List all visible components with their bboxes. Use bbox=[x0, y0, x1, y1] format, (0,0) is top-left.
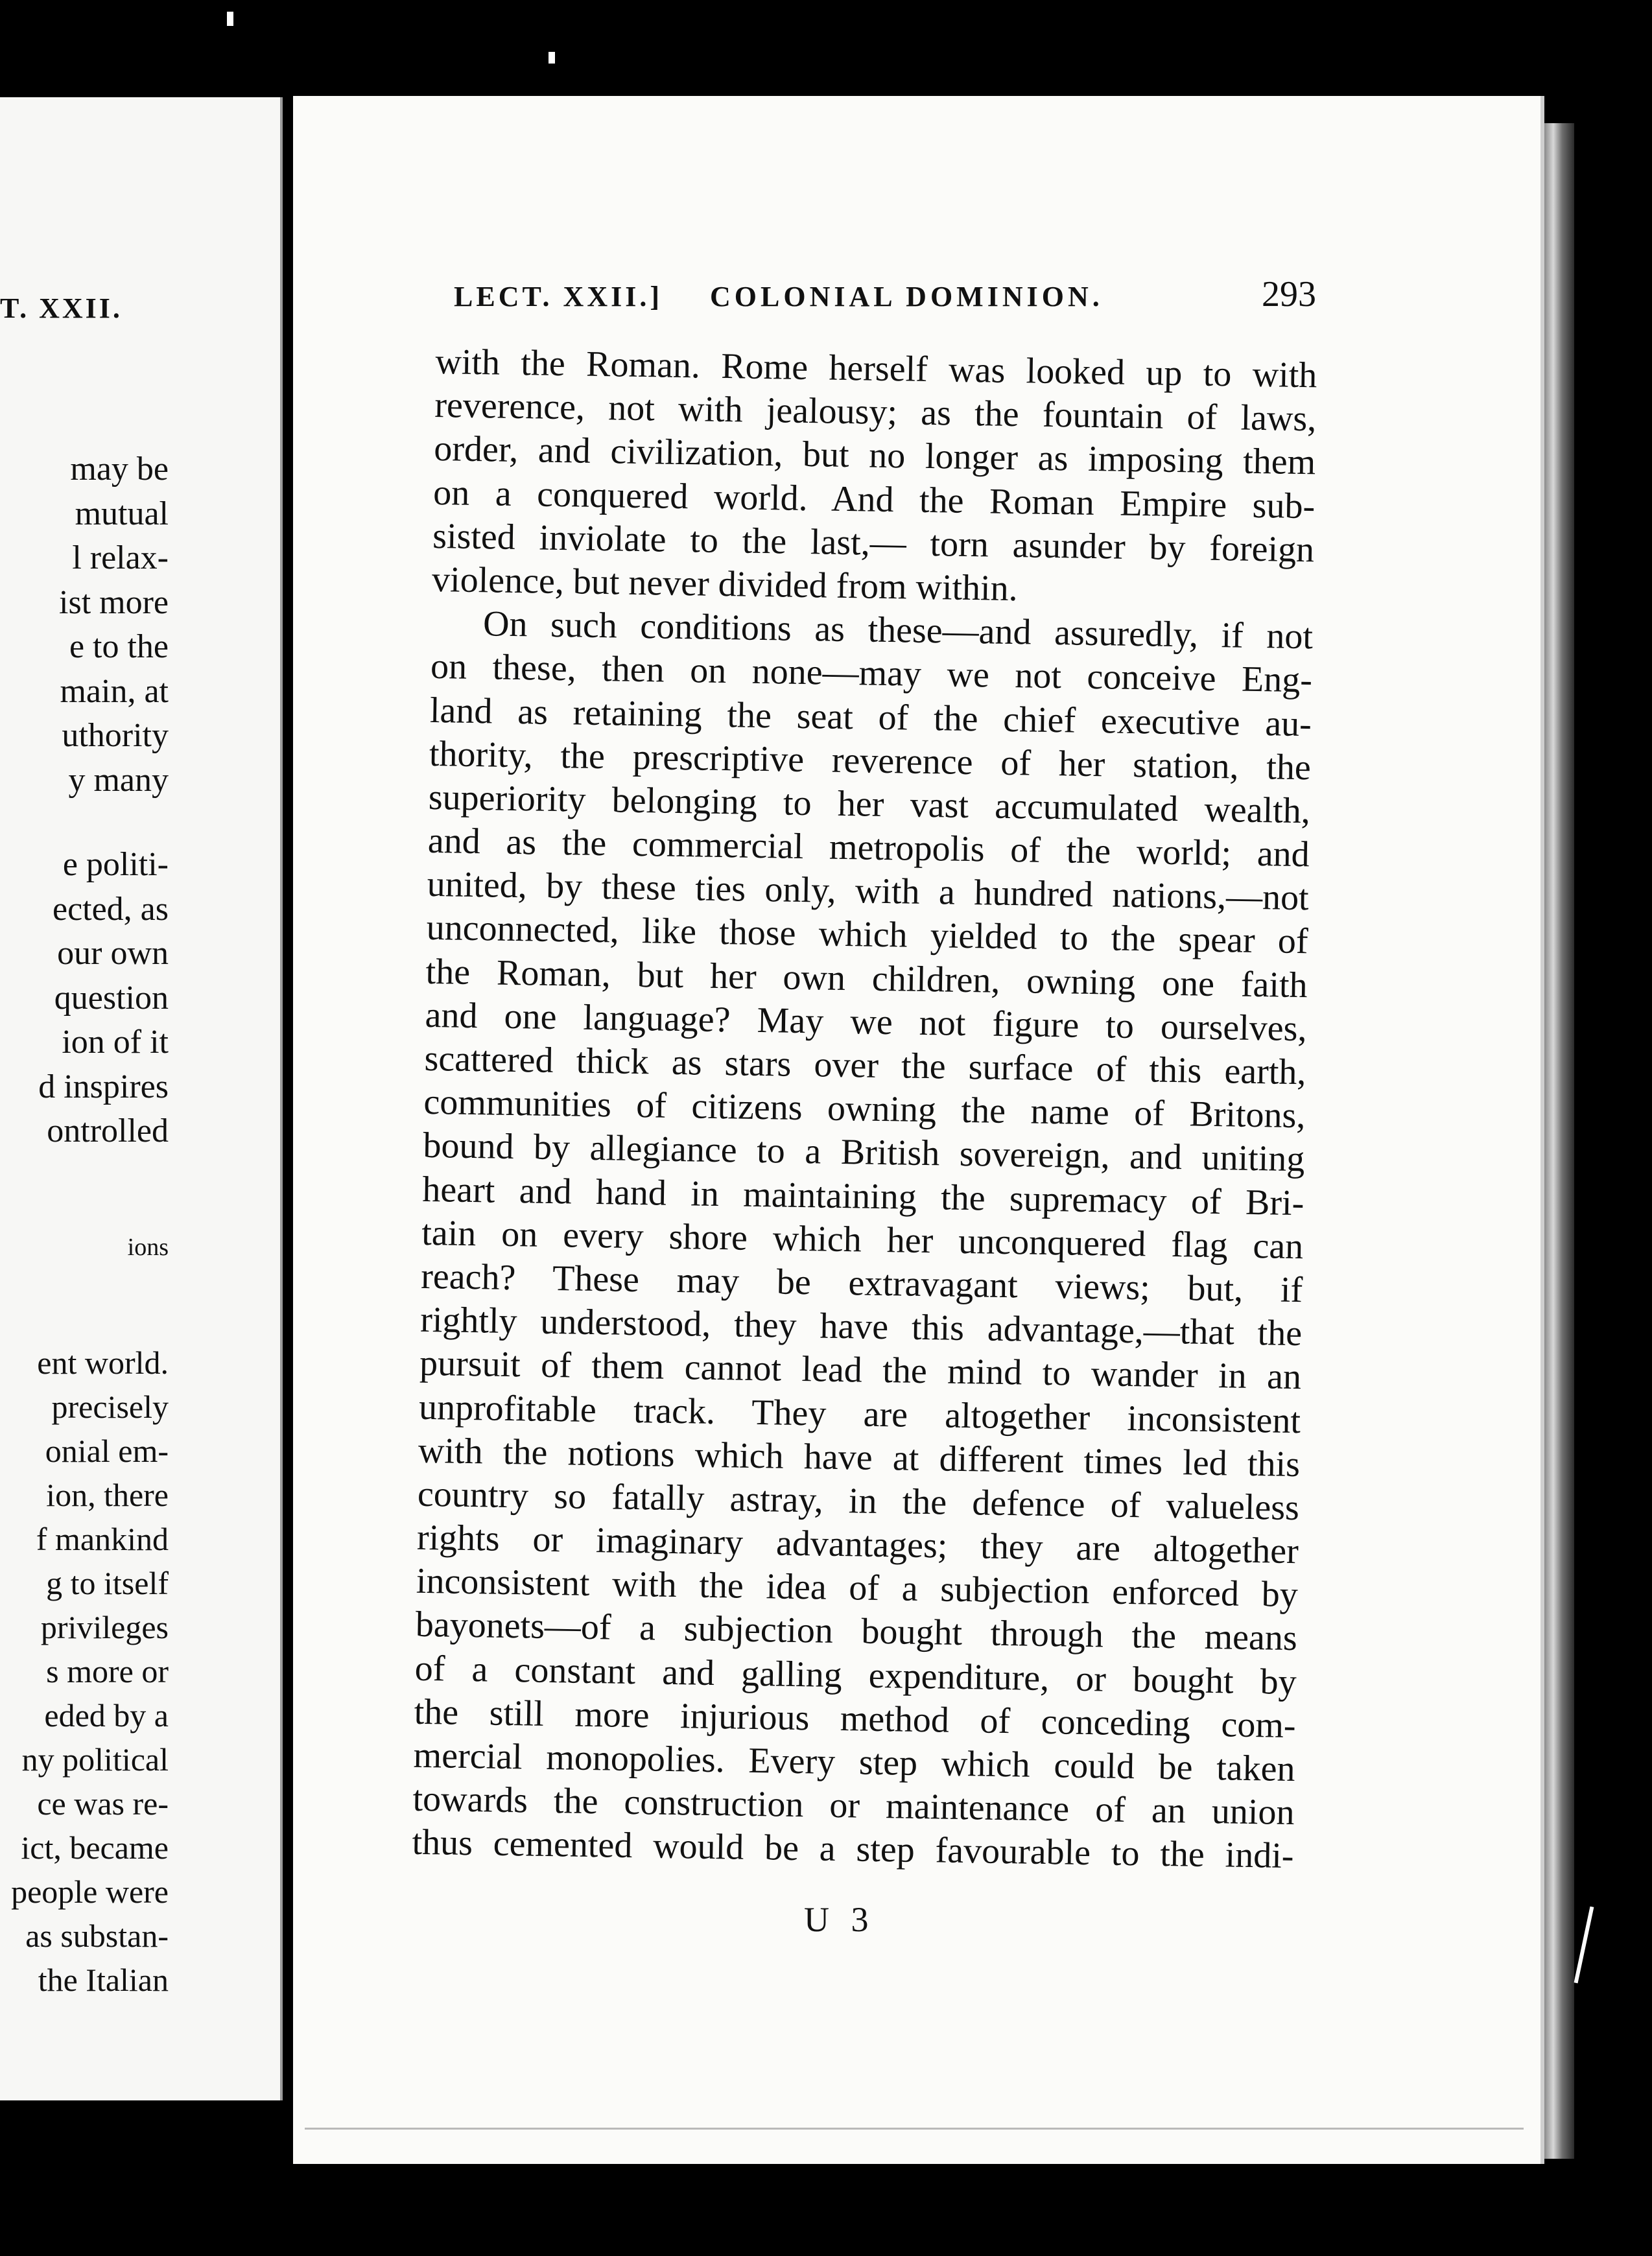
left-page-line: f mankind bbox=[36, 1521, 169, 1557]
page-edge bbox=[1544, 123, 1574, 2159]
text-line: on a conquered world. And the Roman Empire sub- bbox=[432, 472, 1316, 526]
text-line: communities of citizens owning the name of Britons, bbox=[423, 1082, 1306, 1136]
running-head bbox=[454, 274, 1323, 319]
text-line: the still more injurious method of conceding com- bbox=[414, 1691, 1297, 1746]
lecture-number: LECT. XXII.] bbox=[454, 281, 663, 312]
text-line: on these, then on none—may we not conceive Eng- bbox=[430, 646, 1313, 701]
text-line: country so fatally astray, in the defence of valueless bbox=[417, 1474, 1300, 1529]
text-line: land as retaining the seat of the chief executive au- bbox=[429, 690, 1312, 744]
left-page-line: onial em- bbox=[45, 1433, 169, 1469]
left-page-line: uthority bbox=[62, 717, 169, 754]
left-page-line: g to itself bbox=[46, 1565, 169, 1601]
left-page-line: privileges bbox=[40, 1609, 169, 1645]
text-line: the Roman, but her own children, owning one faith bbox=[425, 951, 1308, 1005]
left-page-line: question bbox=[54, 979, 169, 1016]
text-line: superiority belonging to her vast accumulated wealth, bbox=[428, 777, 1311, 832]
text-line: united, by these ties only, with a hundred nations,—not bbox=[427, 864, 1310, 919]
left-page-line: may be bbox=[70, 451, 169, 488]
left-running-head: T. XXII. bbox=[0, 292, 123, 324]
chapter-title: COLONIAL DOMINION. bbox=[710, 281, 1103, 312]
left-page-line: s more or bbox=[46, 1653, 169, 1689]
text-line: On such conditions as these—and assuredly, if not bbox=[482, 604, 1314, 657]
text-line: inconsistent with the idea of a subjection enforced by bbox=[416, 1561, 1299, 1616]
text-line: unprofitable track. They are altogether inconsistent bbox=[418, 1387, 1301, 1441]
scan-speck bbox=[227, 12, 233, 26]
left-page-line: y many bbox=[68, 761, 169, 799]
left-page-line: ent world. bbox=[37, 1345, 169, 1381]
text-line: bayonets—of a subjection bought through the means bbox=[415, 1604, 1298, 1659]
scan-speck bbox=[549, 52, 555, 64]
text-line: scattered thick as stars over the surface of this earth, bbox=[424, 1038, 1306, 1093]
text-line: tain on every shore which her unconquered flag can bbox=[421, 1212, 1304, 1267]
left-page-line: precisely bbox=[51, 1389, 169, 1425]
left-page-line: mutual bbox=[75, 495, 169, 532]
text-line: of a constant and galling expenditure, or bought by bbox=[414, 1648, 1297, 1702]
text-line: rights or imaginary advantages; they are altogether bbox=[416, 1517, 1299, 1572]
left-page-line: ist more bbox=[59, 583, 169, 621]
left-page-line: ontrolled bbox=[47, 1112, 169, 1149]
left-page-line: ict, became bbox=[21, 1829, 169, 1866]
text-line: and one language? May we not figure to ourselves, bbox=[425, 994, 1307, 1050]
left-page-line: d inspires bbox=[38, 1068, 169, 1105]
text-line: and as the commercial metropolis of the world; and bbox=[427, 820, 1310, 875]
body-text bbox=[412, 340, 1317, 1879]
left-page-text bbox=[0, 447, 169, 2002]
text-line: rightly understood, they have this advantage,—that the bbox=[419, 1299, 1303, 1354]
left-page-line: our own bbox=[57, 935, 169, 972]
left-page-line: ions bbox=[127, 1233, 169, 1261]
text-line: thority, the prescriptive reverence of her station, the bbox=[429, 733, 1312, 788]
text-line: towards the construction or maintenance of an union bbox=[412, 1778, 1295, 1833]
text-line: sisted inviolate to the last,— torn asunder by foreign bbox=[432, 515, 1315, 570]
left-page-line: ce was re- bbox=[37, 1785, 169, 1822]
text-line: violence, but never divided from within. bbox=[431, 559, 1019, 609]
signature-mark: U 3 bbox=[804, 1900, 875, 1939]
left-page-line: ion of it bbox=[62, 1024, 169, 1061]
text-line: with the notions which have at different times led this bbox=[418, 1430, 1301, 1485]
text-line: thus cemented would be a step favourable to the indi- bbox=[412, 1822, 1294, 1877]
text-line: heart and hand in maintaining the supremacy of Bri- bbox=[421, 1169, 1304, 1223]
left-page-line: e to the bbox=[69, 628, 169, 665]
page-bottom-rule bbox=[305, 2128, 1524, 2130]
left-page-line: ected, as bbox=[52, 890, 169, 928]
text-line: bound by allegiance to a British sovereign, and uniting bbox=[422, 1125, 1305, 1180]
left-page-line: eded by a bbox=[44, 1697, 169, 1733]
text-line: order, and civilization, but no longer as imposing them bbox=[433, 429, 1316, 483]
left-page-line: ny political bbox=[21, 1741, 169, 1778]
left-page-line: the Italian bbox=[38, 1962, 169, 1998]
left-page-line: e politi- bbox=[62, 846, 169, 883]
left-page-line: as substan- bbox=[25, 1918, 169, 1954]
text-line: mercial monopolies. Every step which could be taken bbox=[413, 1735, 1296, 1790]
left-page-line: people were bbox=[11, 1874, 169, 1910]
text-line: pursuit of them cannot lead the mind to wander in an bbox=[419, 1343, 1302, 1398]
left-page-line: main, at bbox=[60, 672, 169, 710]
text-line: with the Roman. Rome herself was looked up to with bbox=[434, 341, 1317, 396]
left-page-line: ion, there bbox=[46, 1477, 169, 1513]
left-facing-page bbox=[0, 97, 283, 2100]
page-number: 293 bbox=[1262, 274, 1316, 314]
text-line: reverence, not with jealousy; as the fountain of laws, bbox=[434, 385, 1317, 440]
left-page-line: l relax- bbox=[72, 539, 169, 576]
text-line: unconnected, like those which yielded to the spear of bbox=[426, 908, 1309, 962]
text-line: reach? These may be extravagant views; but, if bbox=[420, 1256, 1303, 1311]
